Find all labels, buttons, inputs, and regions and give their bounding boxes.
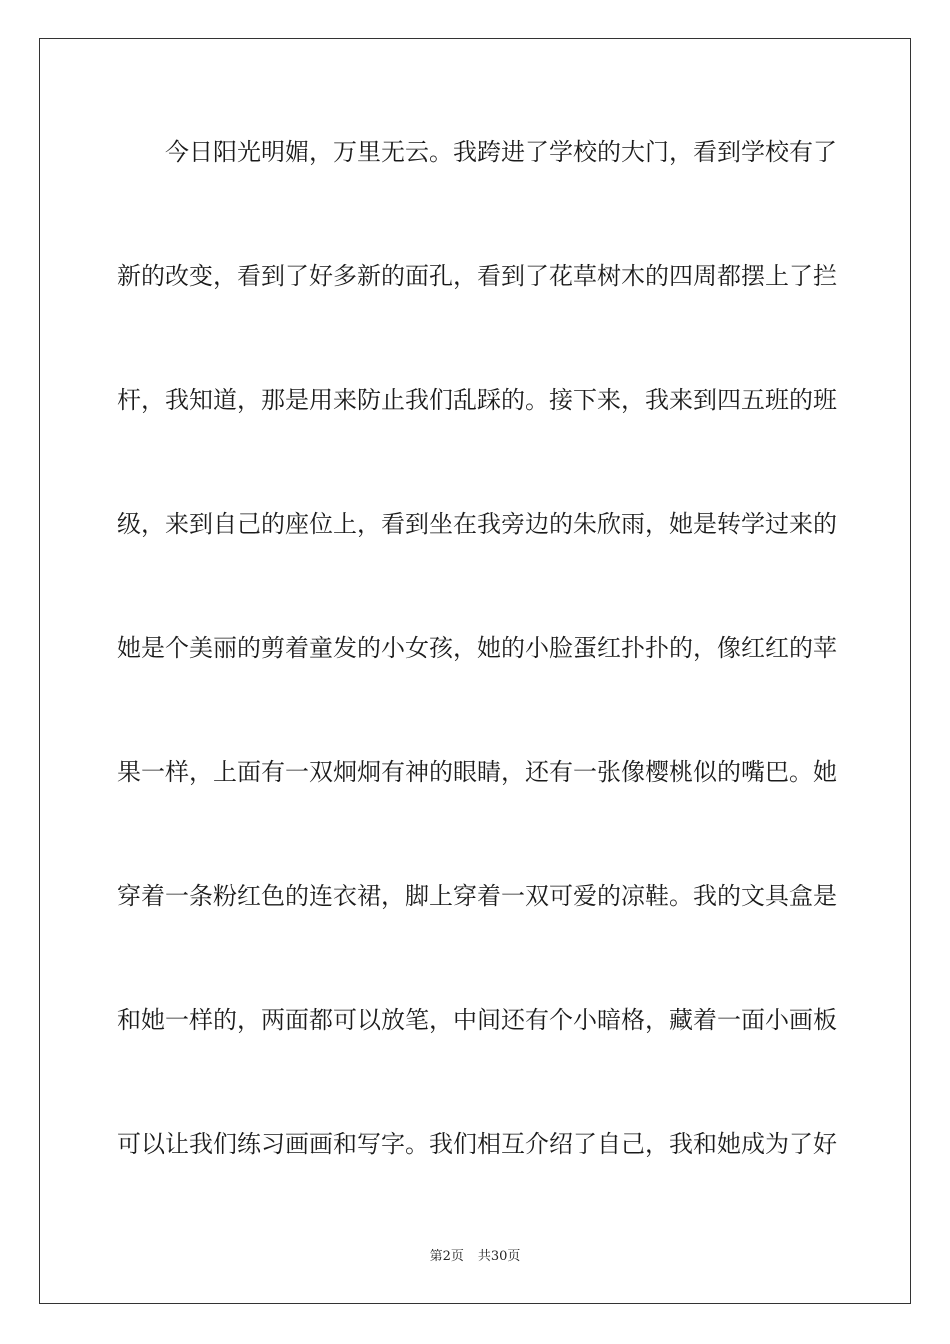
text-line: 可以让我们练习画画和写字。我们相互介绍了自己，我和她成为了好 bbox=[117, 1130, 837, 1158]
text-line: 今日阳光明媚，万里无云。我跨进了学校的大门，看到学校有了 bbox=[165, 138, 837, 166]
text-line: 和她一样的，两面都可以放笔，中间还有个小暗格，藏着一面小画板 bbox=[117, 1006, 837, 1034]
text-line: 穿着一条粉红色的连衣裙，脚上穿着一双可爱的凉鞋。我的文具盒是 bbox=[117, 882, 837, 910]
text-line: 级，来到自己的座位上，看到坐在我旁边的朱欣雨，她是转学过来的 bbox=[117, 510, 837, 538]
page-total: 共30页 bbox=[477, 1249, 521, 1264]
page-border bbox=[39, 38, 911, 1304]
text-line: 果一样，上面有一双炯炯有神的眼睛，还有一张像樱桃似的嘴巴。她 bbox=[117, 758, 837, 786]
page-number: 第2页 bbox=[429, 1249, 464, 1264]
text-line: 新的改变，看到了好多新的面孔，看到了花草树木的四周都摆上了拦 bbox=[117, 262, 837, 290]
text-line: 杆，我知道，那是用来防止我们乱踩的。接下来，我来到四五班的班 bbox=[117, 386, 837, 414]
text-line: 她是个美丽的剪着童发的小女孩，她的小脸蛋红扑扑的，像红红的苹 bbox=[117, 634, 837, 662]
page-footer bbox=[0, 1248, 950, 1266]
